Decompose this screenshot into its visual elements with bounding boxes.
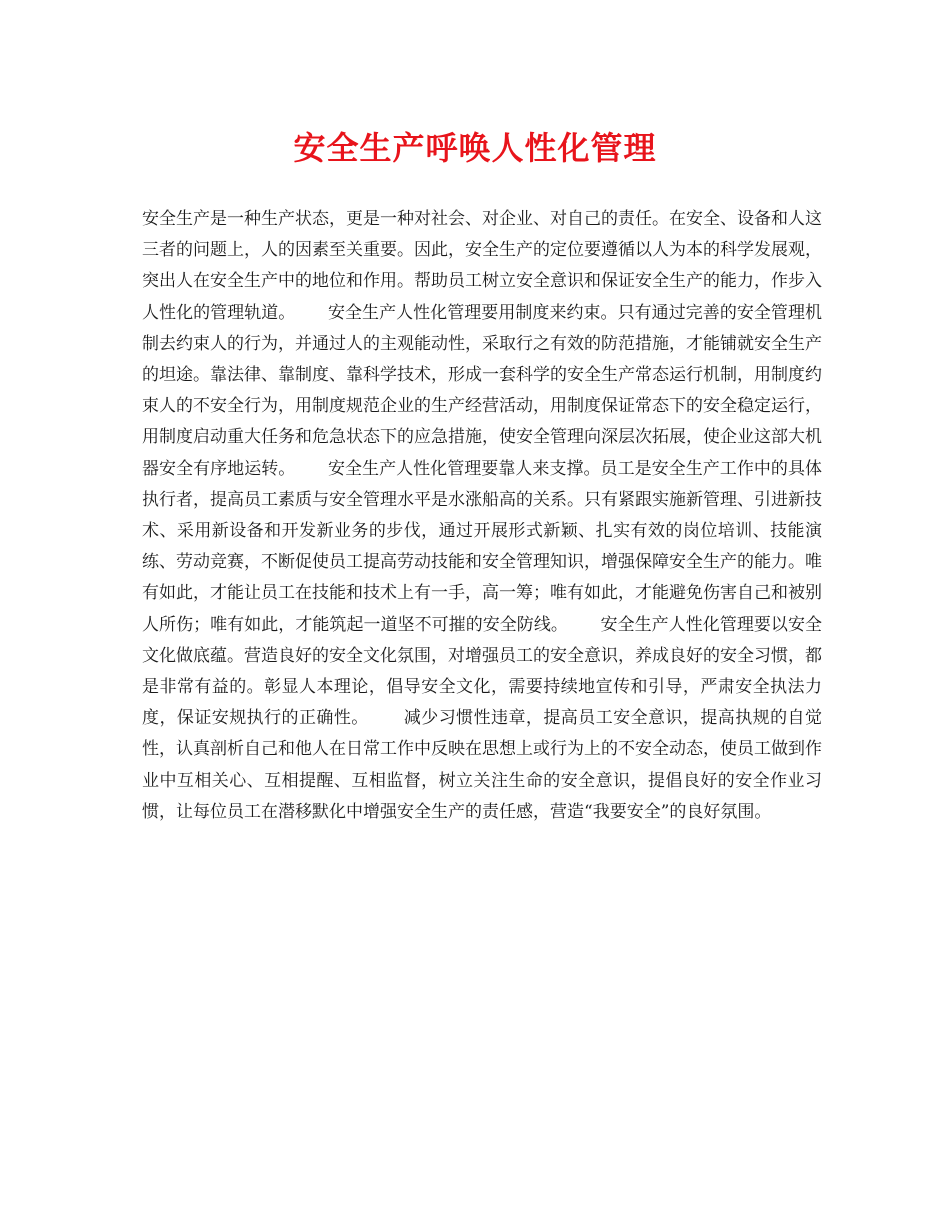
document-title: 安全生产呼唤人性化管理 <box>293 129 657 167</box>
document-body: 安全生产是一种生产状态，更是一种对社会、对企业、对自己的责任。在安全、设备和人这三者的问题上，人的因素至关重要。因此，安全生产的定位要遵循以人为本的科学发展观，突出人在安全生产中的地位和作用。帮助员工树立安全意识和保证安全生产的能力，作步入人性化的管理轨道。 安全生产人性化管理要用制度来约束。只有通过完善的安全管理机制去约束人的行为，并通过人的主观能动性，采取行之有效的防范措施，才能铺就安全生产的坦途。靠法律、靠制度、靠科学技术，形成一套科学的安全生产常态运行机制，用制度约束人的不安全行为，用制度规范企业的生产经营活动，用制度保证常态下的安全稳定运行，用制度启动重大任务和危急状态下的应急措施，使安全管理向深层次拓展，使企业这部大机器安全有序地运转。 安全生产人性化管理要靠人来支撑。员工是安全生产工作中的具体执行者，提高员工素质与安全管理水平是水涨船高的关系。只有紧跟实施新管理、引进新技术、采用新设备和开发新业务的步伐，通过开展形式新颖、扎实有效的岗位培训、技能演练、劳动竞赛，不断促使员工提高劳动技能和安全管理知识，增强保障安全生产的能力。唯有如此，才能让员工在技能和技术上有一手，高一筹；唯有如此，才能避免伤害自己和被别人所伤；唯有如此，才能筑起一道坚不可摧的安全防线。 安全生产人性化管理要以安全文化做底蕴。营造良好的安全文化氛围，对增强员工的安全意识，养成良好的安全习惯，都是非常有益的。彰显人本理论，倡导安全文化，需要持续地宣传和引导，严肃安全执法力度，保证安规执行的正确性。 减少习惯性违章，提高员工安全意识，提高执规的自觉性，认真剖析自己和他人在日常工作中反映在思想上或行为上的不安全动态，使员工做到作业中互相关心、互相提醒、互相监督，树立关注生命的安全意识，提倡良好的安全作业习惯，让每位员工在潜移默化中增强安全生产的责任感，营造“我要安全”的良好氛围。 <box>142 209 822 822</box>
